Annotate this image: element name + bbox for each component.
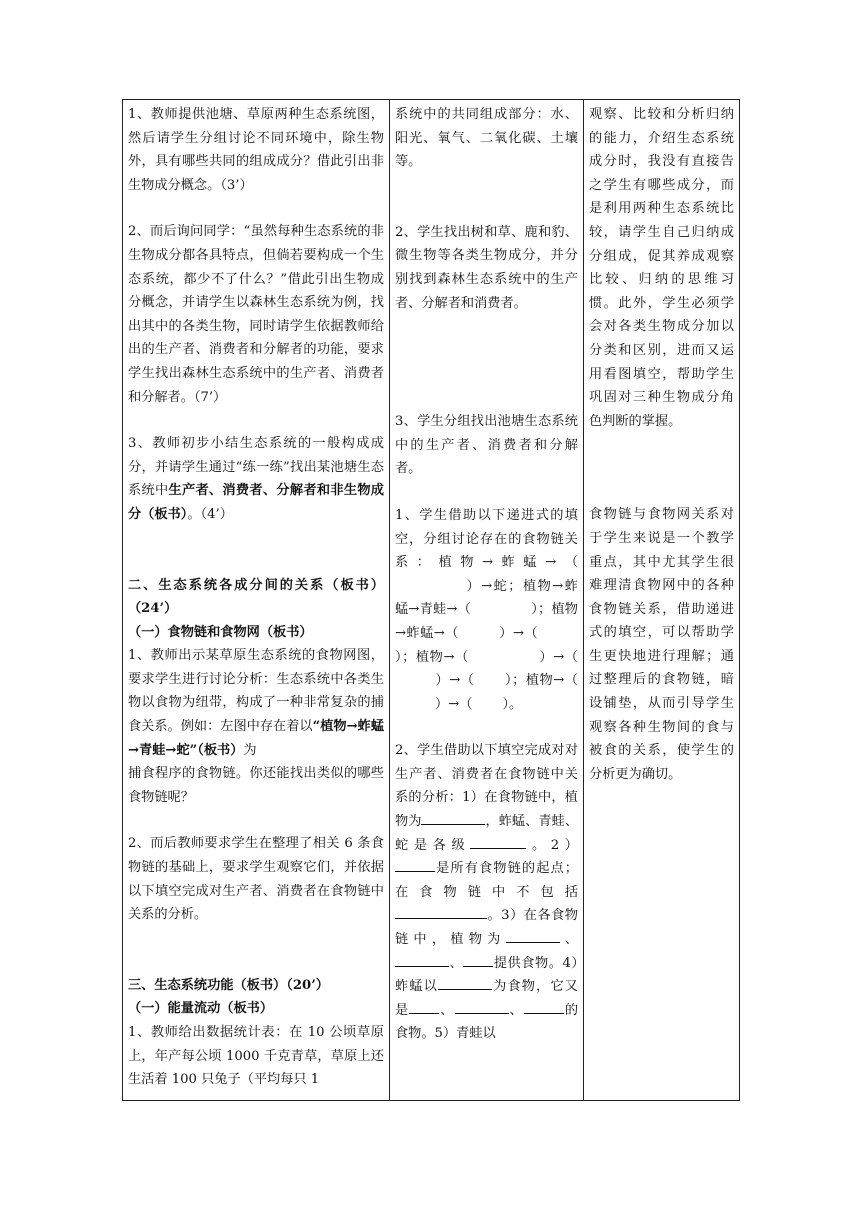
lesson-plan-table [122,99,740,1101]
teacher-step-1: 1、教师提供池塘、草原两种生态系统图，然后请学生分组讨论不同环境中，除生物外，具有哪些共同的组成成分？借此引出非生物成分概念。（3’） [128,107,384,193]
rationale-2: 食物链与食物网关系对于学生来说是一个教学重点，其中尤其学生很难理清食物网中的各种食物链关系，借助递进式的填空，可以帮助学生更快地进行理解；通过整理后的食物链，暗设铺垫，从而引导学生观察各种生物间的食与被食的关系，使学生的分析更为确切。 [589,507,734,782]
blank-line[interactable] [463,952,493,967]
blank-line[interactable] [470,834,526,849]
teacher-food-chain-step-1-cont: 捕食程序的食物链。你还能找出类似的哪些食物链呢？ [128,766,384,805]
teacher-step-3: 3、教师初步小结生态系统的一般构成成分，并请学生通过“练一练”找出某池塘生态系统中生产者、消费者、分解者和非生物成分（板书）。（4’） [128,436,384,522]
subsection-heading-food-chain: （一）食物链和食物网（板书） [128,624,313,640]
student-step-3: 3、学生分组找出池塘生态系统中的生产者、消费者和分解者。 [395,414,578,477]
teacher-energy-step-1: 1、教师给出数据统计表：在 10 公顷草原上，年产每公顷 1000 千克青草，草原上还生活着 100 只兔子（平均每只 1 [128,1025,384,1088]
teacher-activity-cell [123,100,390,1101]
blank-line[interactable] [438,975,492,990]
section-heading-2: 二、生态系统各成分间的关系（板书）（24’） [128,577,384,617]
design-rationale-cell [584,100,740,1101]
student-activity-cell [390,100,584,1101]
student-producer-consumer-fill-in: 2、学生借助以下填空完成对对生产者、消费者在食物链中关系的分析：1）在食物链中，植物为 ，蚱蜢、青蛙、蛇是各级 。2）是所有食物链的起点；在食物链中不包括。3）在各食物链中，植物为 、、 提供食物。4）蚱蜢以 为食物，它又是 、 、 的食物。5）青蛙以 [395,743,578,1042]
subsection-heading-energy-flow: （一）能量流动（板书） [128,1001,274,1017]
blank-line[interactable] [395,857,435,872]
blank-line[interactable] [506,928,560,943]
teacher-food-chain-step-2: 2、而后教师要求学生在整理了相关 6 条食物链的基础上，要求学生观察它们，并依据以下填空完成对生产者、消费者在食物链中关系的分析。 [128,836,384,923]
blank-line[interactable] [524,999,564,1014]
student-step-2: 2、学生找出树和草、鹿和豹、微生物等各类生物成分，并分别找到森林生态系统中的生产者、分解者和消费者。 [395,224,578,311]
student-step-1: 系统中的共同组成部分：水、阳光、氧气、二氧化碳、土壤等。 [395,107,578,170]
section-heading-3: 三、生态系统功能（板书）（20’） [128,977,329,993]
teacher-step-2: 2、而后询问同学：“虽然每种生态系统的非生物成分都各具特点，但倘若要构成一个生态系统，都少不了什么？”借此引出生物成分概念，并请学生以森林生态系统为例，找出其中的各类生物，同时请学生依据教师给出的生产者、消费者和分解者的功能，要求学生找出森林生态系统中的生产者、消费者和分解者。（7’） [128,224,384,405]
teacher-food-chain-step-1: 1、教师出示某草原生态系统的食物网图，要求学生进行讨论分析：生态系统中各类生物以食物为纽带，构成了一种非常复杂的捕食关系。例如：左图中存在着以“植物→蚱蜢→青蛙→蛇”（板书）为 [128,648,384,758]
table-row [123,100,740,1101]
student-food-chain-fill-in: 1、学生借助以下递进式的填空，分组讨论存在的食物链关系：植物→蚱蜢→（）→蛇；植物→蚱蜢→青蛙→（ ）；植物→蚱蜢→（ ）→（）；植物→（ ）→（）→（ ）；植物→（）→（ ）。 [395,507,578,712]
blank-line[interactable] [395,904,487,919]
rationale-1: 观察、比较和分析归纳的能力，介绍生态系统成分时，我没有直接告之学生有哪些成分，而是利用两种生态系统比较，请学生自己归纳成分组成，促其养成观察比较、归纳的思维习惯。此外，学生必须学会对各类生物成分加以分类和区别，进而又运用看图填空，帮助学生巩固对三种生物成分角色判断的掌握。 [589,107,734,429]
blank-line[interactable] [421,810,485,825]
blank-line[interactable] [409,999,439,1014]
blank-line[interactable] [455,999,509,1014]
blank-line[interactable] [395,952,449,967]
